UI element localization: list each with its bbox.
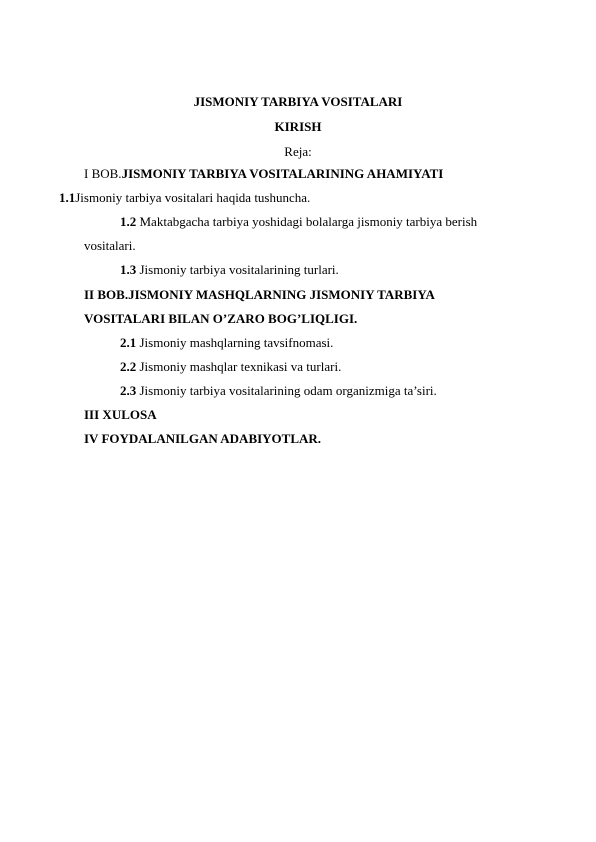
toc-item-2-2 xyxy=(120,359,341,375)
toc-item-1-2-number: 1.2 xyxy=(120,214,137,229)
toc-item-1-3 xyxy=(120,262,339,278)
toc-item-1-1-text: Jismoniy tarbiya vositalari haqida tushuncha. xyxy=(75,190,311,205)
toc-chapter-2 xyxy=(84,287,435,303)
toc-conclusion: III XULOSA xyxy=(84,407,157,422)
toc-item-1-3-number: 1.3 xyxy=(120,262,137,277)
toc-item-1-1 xyxy=(59,190,310,206)
toc-chapter-1 xyxy=(84,166,443,182)
toc-item-2-1-text: Jismoniy mashqlarning tavsifnomasi. xyxy=(136,335,334,350)
toc-item-2-2-text: Jismoniy mashqlar texnikasi va turlari. xyxy=(136,359,342,374)
toc-item-2-3-text: Jismoniy tarbiya vositalarining odam organizmiga ta’siri. xyxy=(136,383,437,398)
toc-chapter-1-prefix: I BOB. xyxy=(84,166,122,181)
toc-item-2-3-number: 2.3 xyxy=(120,383,137,398)
plan-heading: Reja: xyxy=(284,144,312,159)
toc-chapter-2-prefix: II BOB xyxy=(84,287,125,302)
toc-references: IV FOYDALANILGAN ADABIYOTLAR. xyxy=(84,431,322,446)
toc-chapter-1-title: JISMONIY TARBIYA VOSITALARINING AHAMIYATI xyxy=(121,166,444,181)
toc-item-2-3 xyxy=(120,383,437,399)
toc-item-1-2-continuation: vositalari. xyxy=(84,238,136,253)
toc-chapter-2-title: .JISMONIY MASHQLARNING JISMONIY TARBIYA xyxy=(124,287,435,302)
toc-item-2-1-number: 2.1 xyxy=(120,335,137,350)
document-title: JISMONIY TARBIYA VOSITALARI xyxy=(193,94,403,109)
toc-item-1-1-number: 1.1 xyxy=(59,190,76,205)
toc-item-1-2-text: Maktabgacha tarbiya yoshidagi bolalarga jismoniy tarbiya berish xyxy=(136,214,478,229)
toc-item-2-2-number: 2.2 xyxy=(120,359,137,374)
toc-chapter-2-continuation: VOSITALARI BILAN O’ZARO BOG’LIQLIGI. xyxy=(84,311,358,326)
toc-item-1-3-text: Jismoniy tarbiya vositalarining turlari. xyxy=(136,262,339,277)
toc-item-1-2 xyxy=(120,214,477,230)
toc-item-2-1 xyxy=(120,335,333,351)
intro-heading: KIRISH xyxy=(274,119,322,134)
